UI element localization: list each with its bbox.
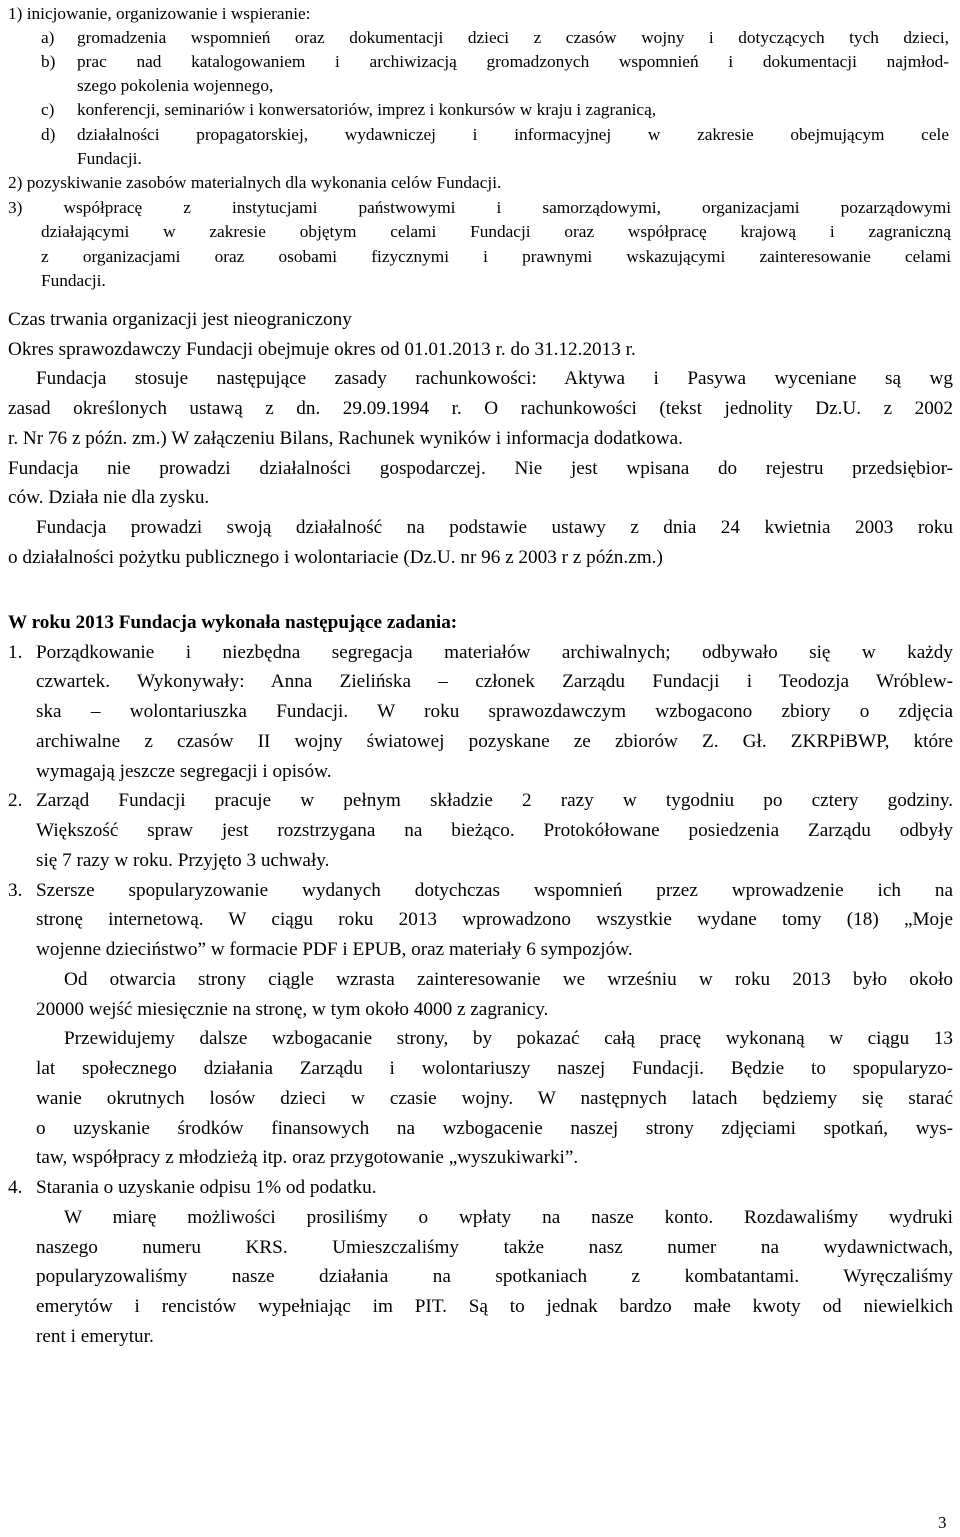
task-1-line-1: Porządkowanie i niezbędna segregacja materiałów archiwalnych; odbywało się w każdy — [36, 642, 953, 663]
objective-3-line-4: Fundacji. — [41, 271, 106, 290]
reporting-period-line: Okres sprawozdawczy Fundacji obejmuje okres od 01.01.2013 r. do 31.12.2013 r. — [8, 339, 636, 360]
objective-1b-label: b) — [41, 52, 56, 71]
objective-1-label: a) — [41, 28, 55, 47]
task-2-line-2: Większość spraw jest rozstrzygana na bieżąco. Protokółowane posiedzenia Zarządu odbyły — [36, 820, 953, 841]
accounting-line-3: r. Nr 76 z późn. zm.) W załączeniu Bilans, Rachunek wyników i informacja dodatkowa. — [8, 428, 683, 449]
objective-3-line-2: działającymi w zakresie objętym celami Fundacji oraz współpracę krajową i zagraniczną — [41, 222, 951, 241]
page-number: 3 — [938, 1513, 947, 1532]
task-3-line-1: Szersze spopularyzowanie wydanych dotychczas wspomnień przez wprowadzenie ich na — [36, 880, 953, 901]
task-4-number: 4. — [8, 1177, 23, 1198]
objective-1c-label: c) — [41, 100, 55, 119]
future-paragraph-line-3: wanie okrutnych losów dzieci w czasie wojny. W następnych latach będziemy się starać — [36, 1088, 953, 1109]
future-paragraph-line-4: o uzyskanie środków finansowych na wzbogacenie naszej strony zdjęciami spotkań, wys- — [36, 1118, 953, 1139]
objective-3-line-3: z organizacjami oraz osobami fizycznymi i prawnymi wskazującymi zainteresowanie celami — [41, 247, 951, 266]
legal-basis-line-2: o działalności pożytku publicznego i wolontariacie (Dz.U. nr 96 z 2003 r z późn.zm.) — [8, 547, 663, 568]
objective-1d-label: d) — [41, 125, 56, 144]
task-2-line-1: Zarząd Fundacji pracuje w pełnym składzie 2 razy w tygodniu po cztery godziny. — [36, 790, 953, 811]
objective-1b-text: prac nad katalogowaniem i archiwizacją gromadzonych wspomnień i dokumentacji najmłod- — [77, 52, 949, 71]
visits-paragraph-line-1: Od otwarcia strony ciągle wzrasta zainteresowanie we wrześniu w roku 2013 było około — [64, 969, 953, 990]
future-paragraph-line-2: lat społecznego działania Zarządu i wolontariuszy naszej Fundacji. Będzie to spopularyzo- — [36, 1058, 953, 1079]
onepercent-paragraph-line-4: emerytów i rencistów wypełniając im PIT. Są to jednak bardzo małe kwoty od niewielkich — [36, 1296, 953, 1317]
task-3-line-3: wojenne dzieciństwo” w formacie PDF i EPUB, oraz materiały 6 sympozjów. — [36, 939, 633, 960]
task-3-line-2: stronę internetową. W ciągu roku 2013 wprowadzono wszystkie wydane tomy (18) „Moje — [36, 909, 953, 930]
objective-1b-text-cont: szego pokolenia wojennego, — [77, 76, 274, 95]
business-line-1: Fundacja nie prowadzi działalności gospodarczej. Nie jest wpisana do rejestru przedsiębior- — [8, 458, 953, 479]
visits-paragraph-line-2: 20000 wejść miesięcznie na stronę, w tym około 4000 z zagranicy. — [36, 999, 549, 1020]
accounting-line-1: Fundacja stosuje następujące zasady rachunkowości: Aktywa i Pasywa wyceniane są wg — [36, 368, 953, 389]
tasks-heading: W roku 2013 Fundacja wykonała następujące zadania: — [8, 612, 458, 633]
task-1-line-4: archiwalne z czasów II wojny światowej pozyskane ze zbiorów Z. Gł. ZKRPiBWP, które — [36, 731, 953, 752]
legal-basis-line-1: Fundacja prowadzi swoją działalność na podstawie ustawy z dnia 24 kwietnia 2003 roku — [36, 517, 953, 538]
onepercent-paragraph-line-3: popularyzowaliśmy nasze działania na spotkaniach z kombatantami. Wyręczaliśmy — [36, 1266, 953, 1287]
task-3-number: 3. — [8, 880, 23, 901]
accounting-line-2: zasad określonych ustawą z dn. 29.09.1994 r. O rachunkowości (tekst jednolity Dz.U. z 2002 — [8, 398, 953, 419]
task-2-line-3: się 7 razy w roku. Przyjęto 3 uchwały. — [36, 850, 330, 871]
objective-1c-text: konferencji, seminariów i konwersatoriów, imprez i konkursów w kraju i zagranicą, — [77, 100, 657, 119]
objective-1d-text-cont: Fundacji. — [77, 149, 142, 168]
objective-1d-text: działalności propagatorskiej, wydawniczej i informacyjnej w zakresie obejmującym cele — [77, 125, 949, 144]
business-line-2: ców. Działa nie dla zysku. — [8, 487, 210, 508]
task-1-line-3: ska – wolontariuszka Fundacji. W roku sprawozdawczym wzbogacono zbiory o zdjęcia — [36, 701, 953, 722]
future-paragraph-line-5: taw, współpracy z młodzieżą itp. oraz przygotowanie „wyszukiwarki”. — [36, 1147, 579, 1168]
task-2-number: 2. — [8, 790, 23, 811]
onepercent-paragraph-line-1: W miarę możliwości prosiliśmy o wpłaty na nasze konto. Rozdawaliśmy wydruki — [64, 1207, 953, 1228]
onepercent-paragraph-line-2: naszego numeru KRS. Umieszczaliśmy także nasz numer na wydawnictwach, — [36, 1237, 953, 1258]
future-paragraph-line-1: Przewidujemy dalsze wzbogacanie strony, by pokazać całą pracę wykonaną w ciągu 13 — [64, 1028, 953, 1049]
task-1-number: 1. — [8, 642, 23, 663]
task-1-line-5: wymagają jeszcze segregacji i opisów. — [36, 761, 332, 782]
task-1-line-2: czwartek. Wykonywały: Anna Zielińska – członek Zarządu Fundacji i Teodozja Wróblew- — [36, 671, 953, 692]
task-4-line: Starania o uzyskanie odpisu 1% od podatku. — [36, 1177, 377, 1198]
objective-2: 2) pozyskiwanie zasobów materialnych dla wykonania celów Fundacji. — [8, 173, 502, 192]
objective-1a-text: gromadzenia wspomnień oraz dokumentacji dzieci z czasów wojny i dotyczących tych dzieci, — [77, 28, 949, 47]
objective-3-line-1: 3) współpracę z instytucjami państwowymi i samorządowymi, organizacjami pozarządowymi — [8, 198, 951, 217]
duration-line: Czas trwania organizacji jest nieograniczony — [8, 309, 352, 330]
objective-1-intro: 1) inicjowanie, organizowanie i wspieranie: — [8, 4, 311, 23]
onepercent-paragraph-line-5: rent i emerytur. — [36, 1326, 154, 1347]
